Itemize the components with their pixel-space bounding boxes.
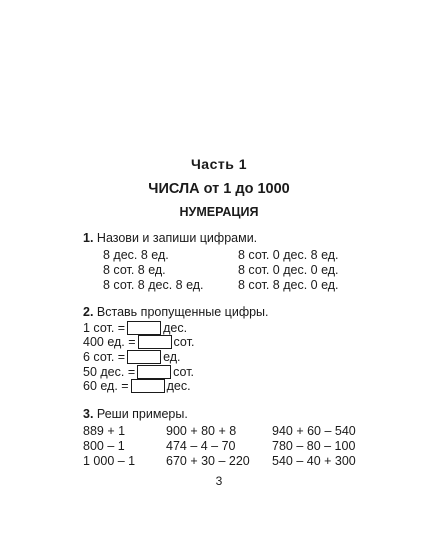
math-example: 474 – 4 – 70	[166, 439, 236, 453]
answer-box[interactable]	[138, 335, 172, 349]
part-title: Часть 1	[190, 156, 248, 172]
task-1-item: 8 сот. 8 дес. 8 ед.	[103, 278, 204, 292]
math-example: 900 + 80 + 8	[166, 424, 237, 438]
fill-right-label: дес.	[166, 379, 191, 393]
fill-left-label: 60 ед. =	[83, 379, 129, 393]
math-example: 540 – 40 + 300	[272, 454, 356, 468]
fill-in-row	[83, 349, 181, 365]
math-example: 800 – 1	[83, 439, 125, 453]
fill-right-label: дес.	[163, 321, 188, 335]
task-number: 2.	[83, 305, 94, 319]
task-2-heading	[83, 305, 269, 319]
section-title: НУМЕРАЦИЯ	[179, 205, 259, 219]
task-number: 3.	[83, 407, 94, 421]
task-1-item: 8 сот. 0 дес. 0 ед.	[238, 263, 339, 277]
answer-box[interactable]	[127, 350, 161, 364]
task-1-item: 8 дес. 8 ед.	[103, 248, 169, 262]
task-1-item: 8 сот. 8 ед.	[103, 263, 166, 277]
task-prompt: Назови и запиши цифрами.	[96, 231, 258, 245]
chapter-title: ЧИСЛА от 1 до 1000	[148, 181, 290, 197]
fill-right-label: сот.	[173, 365, 195, 379]
page-number: 3	[215, 474, 223, 488]
fill-right-label: ед.	[163, 350, 181, 364]
math-example: 670 + 30 – 220	[166, 454, 250, 468]
answer-box[interactable]	[137, 365, 171, 379]
math-example: 780 – 80 – 100	[272, 439, 356, 453]
task-1-heading	[83, 231, 257, 245]
answer-box[interactable]	[127, 321, 161, 335]
math-example: 889 + 1	[83, 424, 126, 438]
math-example: 1 000 – 1	[83, 454, 136, 468]
fill-left-label: 50 дес. =	[83, 365, 136, 379]
math-example: 940 + 60 – 540	[272, 424, 356, 438]
fill-left-label: 1 сот. =	[83, 321, 126, 335]
fill-in-row	[83, 334, 194, 350]
answer-box[interactable]	[131, 379, 165, 393]
fill-left-label: 400 ед. =	[83, 335, 136, 349]
task-3-heading	[83, 407, 188, 421]
task-prompt: Вставь пропущенные цифры.	[96, 305, 269, 319]
fill-in-row	[83, 378, 191, 394]
task-1-item: 8 сот. 8 дес. 0 ед.	[238, 278, 339, 292]
task-prompt: Реши примеры.	[96, 407, 188, 421]
fill-left-label: 6 сот. =	[83, 350, 126, 364]
fill-right-label: сот.	[173, 335, 195, 349]
task-number: 1.	[83, 231, 94, 245]
task-1-item: 8 сот. 0 дес. 8 ед.	[238, 248, 339, 262]
